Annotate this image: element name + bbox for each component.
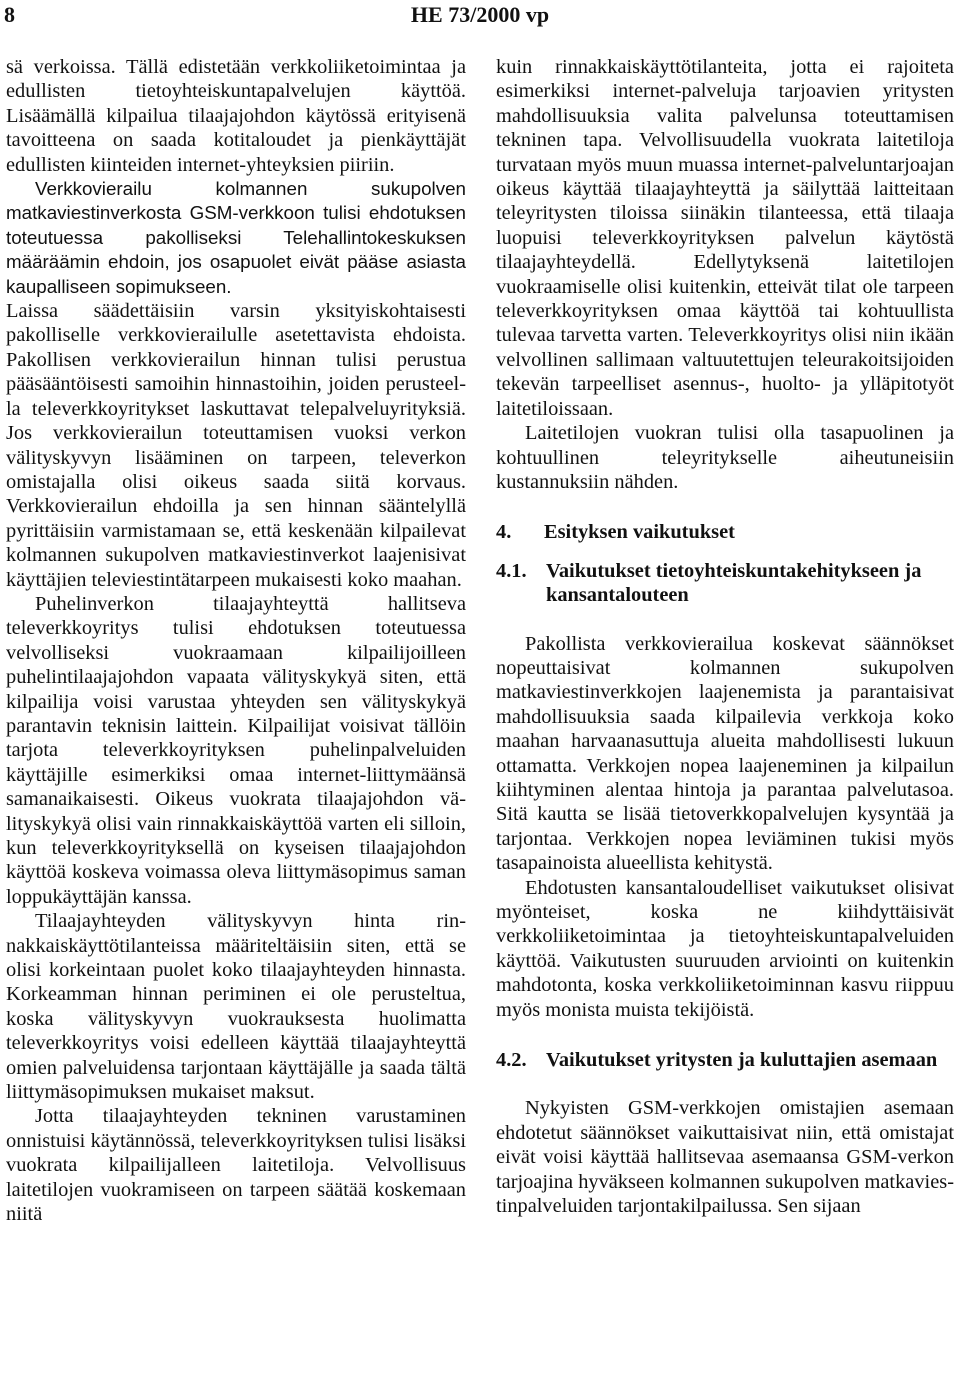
section-heading-4 — [496, 520, 954, 544]
left-paragraph-3: Laissa säädettäisiin varsin yksityiskohtaisesti pakolliselle verkkovierailulle asetettavista ehdoista. Pakollisen verkkovierailun hinnan tulisi perustua pääsääntöisesti samoihin hinnastoihin, joiden perusteella televerkkoyritykset laskuttavat telepalveluyrityksiä. Jos verkkovierailun toteuttamisen vuoksi verkon välityskyvyn lisääminen on tarpeen, televerkon omistajalla olisi oikeus saada siitä korvaus. Verkkovierailun ehdoilla ja sen hinnan sääntelyllä pyrittäisiin varmistamaan se, että keskenään kilpailevat kolmannen sukupolven matkaviestinverkot laajenisivat käyttäjien televiestintätarpeen mukaisesti koko maahan. — [6, 300, 466, 591]
section-title: Esityksen vaikutukset — [544, 521, 735, 544]
left-paragraph-1: sä verkoissa. Tällä edistetään verkkoliiketoimintaa ja edullisten tietoyhteiskuntapalvelujen käyttöä. Lisäämällä kilpailua tilaajajohdon käytössä erityisenä tavoitteena on saada kotitaloudet ja pienkäyttäjät edullisten kiinteiden internet-yhteyksien piiriin. — [6, 56, 466, 176]
right-paragraph-4: Ehdotusten kansantaloudelliset vaikutukset olisivat myönteiset, koska ne kiihdyttäisivät verkkoliiketoimintaa ja tietoyhteiskuntapalveluiden käyttöä. Vaikutusten suuruuden arviointi on kuitenkin mahdotonta, koska verkkoliiketoiminnan kasvu riippuu myös monista muista tekijöistä. — [496, 876, 954, 1021]
subsection-heading-4-1 — [496, 559, 954, 608]
right-paragraph-5: Nykyisten GSM-verkkojen omistajien asemaan ehdotetut säännökset vaikuttaisivat niin, että omistajat eivät voisi käyttää hallitsevaa asemaansa GSM-verkon tarjoajina hyväkseen kolmannen sukupolven matkaviestinpalveluiden tarjontakilpailussa. Sen sijaan — [496, 1097, 954, 1218]
subsection-number: 4.1. — [496, 559, 527, 582]
left-paragraph-5: Tilaajayhteyden välityskyvyn hinta rinnakkaiskäyttötilanteissa määriteltäisiin siten, että se olisi korkeintaan puolet koko tilaajayhteyden hinnasta. Korkeamman hinnan periminen ei ole perusteltua, koska välityskyvyn vuokrauksesta huolimatta televerkkoyritys voisi edelleen käyttää tilaajayhteyttä omien palveluidensa tarjontaan käyttäjälle ja saada tältä liittymäsopimuksen mukaiset maksut. — [6, 910, 466, 1104]
left-paragraph-6: Jotta tilaajayhteyden tekninen varustaminen onnistuisi käytännössä, televerkkoyrityksen tulisi lisäksi vuokrata kilpailijalleen laitetiloja. Velvollisuus laitetilojen vuokramiseen on tarpeen säätää koskemaan niitä — [6, 1105, 466, 1226]
right-paragraph-1: kuin rinnakkaiskäyttötilanteita, jotta ei rajoiteta esimerkiksi internet-palveluja tarjoavien yritysten mahdollisuuksia valita palvelunsa toteuttamisen tekninen tapa. Velvollisuudella vuokrata laitetiloja turvataan myös muun muassa internet-palveluntarjoajan oikeus käyttää tilaajayhteyttä ja säilyttää laitteitaan teleyritysten tiloissa siinäkin tilanteessa, että tilaaja luopuisi televerkkoyrityksen palvelun käytöstä tilaajayhteydellä. Edellytyksenä laitetilojen vuokraamiselle olisi kuitenkin, etteivät tilat ole tarpeen televerkkoyrityksen omaa käyttöä tai kohtuullista tulevaa tarvetta varten. Televerkkoyritys olisi niin ikään velvollinen sallimaan valtuutettujen teleurakoitsijoiden tekevän tarpeelliset asennus-, huolto- ja ylläpitotyöt laitetiloissaan. — [496, 56, 954, 420]
right-paragraph-2: Laitetilojen vuokran tulisi olla tasapuolinen ja kohtuullinen teleyritykselle aiheutuneisiin kustannuksiin nähden. — [496, 422, 954, 493]
subsection-title: Vaikutukset tietoyhteiskuntakehitykseen ja kansantalouteen — [546, 559, 922, 607]
left-paragraph-2: Verkkovierailu kolmannen sukupolven matkaviestinverkosta GSM-verkkoon tulisi ehdotuksen toteutuessa pakolliseksi Telehallintokeskuksen määräämin ehdoin, jos osapuolet eivät pääse asiasta kaupalliseen sopimukseen. — [6, 178, 466, 297]
page-header — [4, 2, 956, 32]
left-paragraph-4: Puhelinverkon tilaajayhteyttä hallitseva televerkkoyritys tulisi ehdotuksen toteutuessa velvolliseksi vuokraamaan kilpailijoilleen puhelintilaajajohdon vapaata välityskykyä siten, että kilpailija voisi varustaa yhteyden sen välityskykyä parantavin teknisin laittein. Kilpailijat voisivat tällöin tarjota televerkkoyrityksen puhelinpalveluiden käyttäjille esimerkiksi omaa internet-liittymäänsä samanaikaisesti. Oikeus vuokrata tilaajajohdon välityskykyä olisi vain rinnakkaiskäyttöä varten eli silloin, kun televerkkoyrityksellä on kyseisen tilaajajohdon käyttöä koskeva voimassa oleva liittymäsopimus saman loppukäyttäjän kanssa. — [6, 592, 466, 908]
section-number: 4. — [496, 521, 512, 544]
right-column — [496, 55, 954, 1218]
subsection-number: 4.2. — [496, 1049, 527, 1072]
subsection-heading-4-2 — [496, 1048, 954, 1072]
page-number: 8 — [4, 2, 15, 27]
subsection-title: Vaikutukset yritysten ja kuluttajien asemaan — [546, 1049, 938, 1072]
document-id: HE 73/2000 vp — [410, 2, 550, 27]
left-column — [6, 55, 466, 1227]
right-paragraph-3: Pakollista verkkovierailua koskevat säännökset nopeuttaisivat kolmannen sukupolven matkaviestinverkkojen laajenemista ja parantaisivat mahdollisuuksia saada kilpailevia verkkoja koko maahan harvaanasuttuja alueita mahdollisesti lukuun ottamatta. Verkkojen nopea laajeneminen ja kilpailun kiihtyminen alentaa hintoja ja parantaa palvelutasoa. Sitä kautta se lisää tietoverkkopalvelujen kysyntää ja tarjontaa. Verkkojen nopea leviäminen tukisi myös tasapainoista alueellista kehitystä. — [496, 632, 954, 875]
